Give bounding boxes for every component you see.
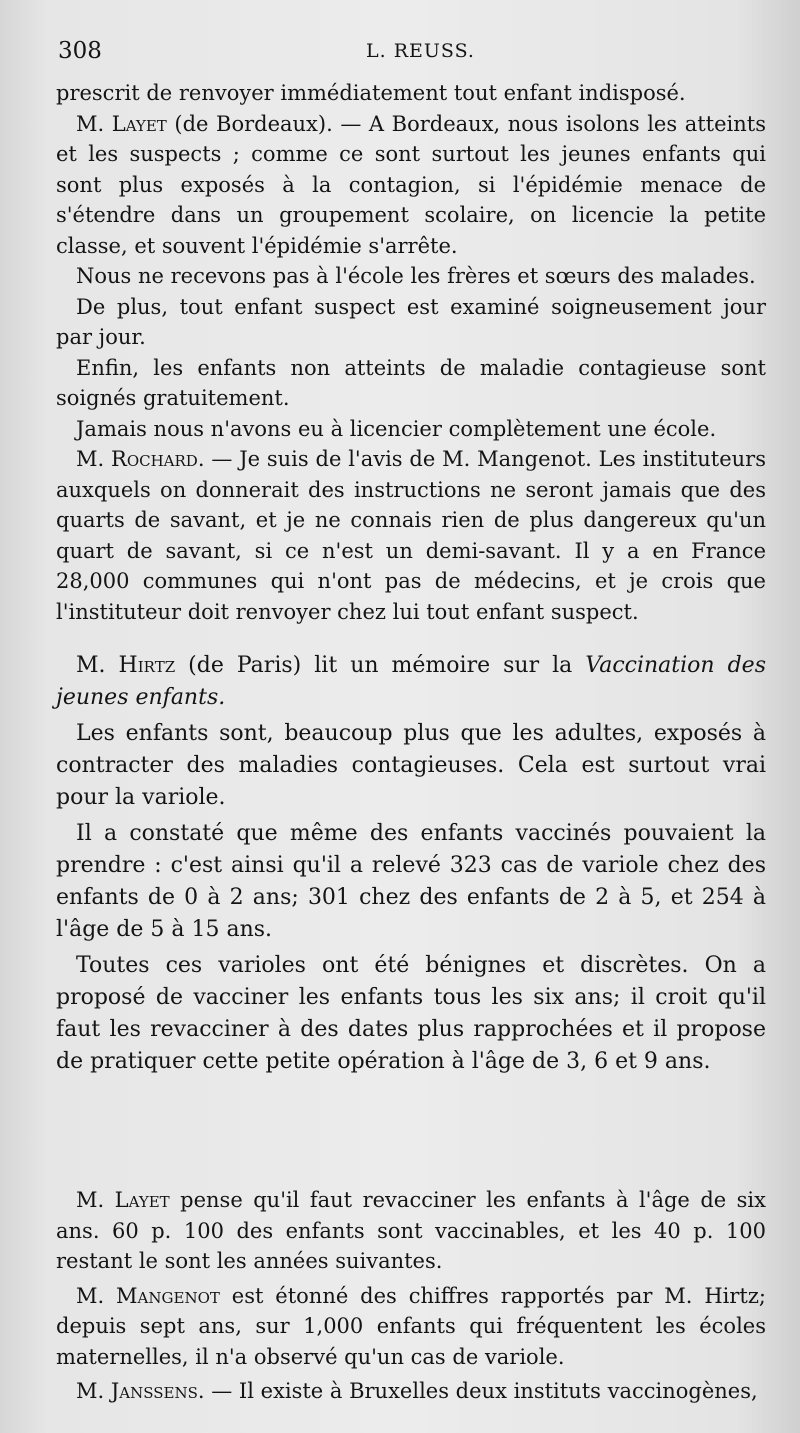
paragraph: Les enfants sont, beaucoup plus que les adultes, exposés à contracter des maladies contagieuses. Cela est surtout vrai pour la variole. [56, 721, 766, 810]
page-number: 308 [58, 38, 102, 64]
paragraph-layet-2: M. Layet pense qu'il faut revacciner les enfants à l'âge de six ans. 60 p. 100 des enfants sont vaccinables, et les 40 p. 100 restant le sont les années suivantes. [56, 1188, 766, 1273]
speaker-name: M. Hirtz [76, 653, 176, 678]
paragraph-hirtz: M. Hirtz (de Paris) lit un mémoire sur la Vaccination des jeunes enfants. [56, 653, 766, 710]
body-text-top [56, 78, 766, 627]
speaker-name: M. Rochard [76, 447, 198, 471]
speaker-name: M. Janssens [76, 1379, 198, 1403]
memoir-title: Vaccination des jeunes enfants. [56, 653, 766, 710]
paragraph: Toutes ces varioles ont été bénignes et discrètes. On a proposé de vacciner les enfants tous les six ans; il croit qu'il faut les revacciner à des dates plus rapprochées et il propose de pratiquer cette petite opération à l'âge de 3, 6 et 9 ans. [56, 953, 766, 1074]
paragraph-layet: M. Layet (de Bordeaux). — A Bordeaux, nous isolons les atteints et les suspects ; comme ce sont surtout les jeunes enfants qui sont plus exposés à la contagion, si l'épidémie menace de s'étendre dans un groupement scolaire, on licencie la petite classe, et souvent l'épidémie s'arrête. [56, 111, 766, 258]
body-text-bottom [56, 1185, 766, 1407]
body-text-hirtz [56, 650, 766, 1078]
speaker-name: M. Mangenot [76, 1283, 220, 1308]
paragraph-rochard: M. Rochard. — Je suis de l'avis de M. Mangenot. Les instituteurs auxquels on donnerait des instructions ne seront jamais que des quarts de savant, et je ne connais rien de plus dangereux qu'un quart de savant, si ce n'est un demi-savant. Il y a en France 28,000 communes qui n'ont pas de médecins, et je crois que l'instituteur doit renvoyer chez lui tout enfant suspect. [56, 447, 766, 624]
paragraph-continuation: prescrit de renvoyer immédiatement tout enfant indisposé. [56, 81, 686, 105]
page-header [58, 38, 758, 72]
speaker-name: M. Layet [76, 1188, 170, 1212]
paragraph-janssens: M. Janssens. — Il existe à Bruxelles deux instituts vaccinogènes, [76, 1379, 758, 1403]
paragraph-mangenot: M. Mangenot est étonné des chiffres rapportés par M. Hirtz; depuis sept ans, sur 1,000 enfants qui fréquentent les écoles maternelles, il n'a observé qu'un cas de variole. [56, 1283, 766, 1369]
paragraph: Il a constaté que même des enfants vaccinés pouvaient la prendre : c'est ainsi qu'il a relevé 323 cas de variole chez des enfants de 0 à 2 ans; 301 chez des enfants de 2 à 5, et 254 à l'âge de 5 à 15 ans. [56, 821, 766, 942]
paragraph: Enfin, les enfants non atteints de maladie contagieuse sont soignés gratuitement. [56, 355, 766, 410]
paragraph: De plus, tout enfant suspect est examiné soigneusement jour par jour. [56, 294, 766, 349]
speaker-name: M. Layet [76, 111, 167, 136]
paragraph: Nous ne recevons pas à l'école les frères et sœurs des malades. [76, 264, 756, 288]
paragraph: Jamais nous n'avons eu à licencier complètement une école. [76, 416, 717, 441]
running-head: L. REUSS. [366, 40, 475, 62]
